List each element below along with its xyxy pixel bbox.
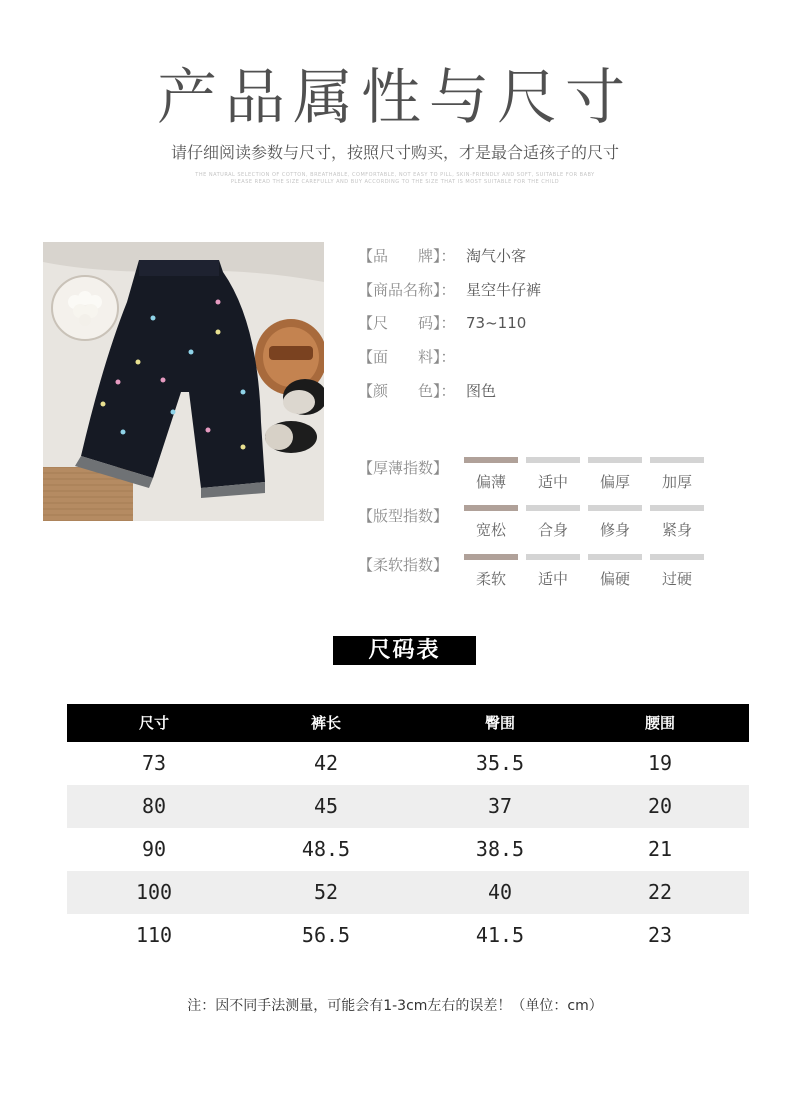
header-cell: 尺寸 xyxy=(138,714,169,732)
page-subtitle: 请仔细阅读参数与尺寸，按照尺寸购买，才是最合适孩子的尺寸 xyxy=(170,143,619,162)
index-option xyxy=(526,457,580,492)
index-option xyxy=(588,554,642,589)
attr-key: 【尺 码】： xyxy=(358,314,456,332)
index-bar xyxy=(464,457,518,463)
index-bar xyxy=(464,505,518,511)
index-option xyxy=(464,505,518,540)
table-cell: 41.5 xyxy=(475,923,525,947)
attr-key: 【面 料】： xyxy=(358,348,456,366)
index-option xyxy=(464,457,518,492)
table-cell: 45 xyxy=(313,794,339,818)
index-bar xyxy=(526,457,580,463)
index-option xyxy=(464,554,518,589)
table-row xyxy=(67,785,749,828)
size-table xyxy=(67,704,749,957)
index-option xyxy=(588,505,642,540)
index-bar xyxy=(650,554,704,560)
index-option-label: 适中 xyxy=(537,570,568,588)
table-cell: 38.5 xyxy=(475,837,525,861)
table-cell: 19 xyxy=(647,751,673,775)
measurement-note: 注：因不同手法测量，可能会有1-3cm左右的误差！（单位：cm） xyxy=(187,998,603,1014)
size-chart-title: 尺码表 xyxy=(333,636,476,665)
header-cell: 臀围 xyxy=(484,714,515,732)
index-bar xyxy=(650,505,704,511)
index-bar xyxy=(588,457,642,463)
header-cell: 腰围 xyxy=(644,714,675,732)
header-cell: 裤长 xyxy=(310,714,341,732)
product-photo xyxy=(43,242,324,521)
index-option-label: 偏薄 xyxy=(475,473,506,491)
index-option xyxy=(526,554,580,589)
index-option-label: 过硬 xyxy=(661,570,692,588)
attr-value: 73~110 xyxy=(466,314,527,332)
table-cell: 23 xyxy=(647,923,673,947)
index-option-label: 宽松 xyxy=(475,521,506,539)
table-row xyxy=(67,828,749,871)
index-label: 【版型指数】 xyxy=(358,507,449,525)
index-option-label: 柔软 xyxy=(475,570,506,588)
attr-size xyxy=(358,312,526,342)
index-bar xyxy=(588,505,642,511)
index-option xyxy=(650,457,704,492)
table-row xyxy=(67,742,749,785)
index-option-label: 偏硬 xyxy=(599,570,630,588)
table-cell: 80 xyxy=(141,794,167,818)
table-cell: 21 xyxy=(647,837,673,861)
attr-key: 【颜 色】： xyxy=(358,382,456,400)
index-label: 【厚薄指数】 xyxy=(358,459,449,477)
table-cell: 22 xyxy=(647,880,673,904)
table-row xyxy=(67,871,749,914)
attr-key: 【商品名称】： xyxy=(358,281,456,299)
index-bar xyxy=(526,554,580,560)
attr-color xyxy=(358,380,496,410)
index-option xyxy=(588,457,642,492)
table-row xyxy=(67,914,749,957)
index-option-label: 修身 xyxy=(599,521,630,539)
index-label: 【柔软指数】 xyxy=(358,556,449,574)
index-option xyxy=(650,554,704,589)
index-option-label: 偏厚 xyxy=(599,473,630,491)
index-option-label: 加厚 xyxy=(661,473,692,491)
table-cell: 56.5 xyxy=(301,923,351,947)
table-cell: 110 xyxy=(135,923,173,947)
page-title: 产品属性与尺寸 xyxy=(157,63,633,133)
table-cell: 37 xyxy=(487,794,513,818)
index-bar xyxy=(526,505,580,511)
table-cell: 52 xyxy=(313,880,339,904)
index-bar xyxy=(464,554,518,560)
table-cell: 100 xyxy=(135,880,173,904)
index-option-label: 合身 xyxy=(537,521,568,539)
index-option xyxy=(526,505,580,540)
attr-value: 淘气小客 xyxy=(466,247,527,265)
attr-value: 星空牛仔裤 xyxy=(466,281,542,299)
attr-product-name xyxy=(358,279,541,309)
index-option-label: 紧身 xyxy=(661,521,692,539)
attr-brand xyxy=(358,245,526,275)
fine-print-line-2: PLEASE READ THE SIZE CAREFULLY AND BUY ACCORDING TO THE SIZE THAT IS MOST SUITABLE FOR THE CHILD xyxy=(230,179,560,185)
index-option xyxy=(650,505,704,540)
attr-key: 【品 牌】： xyxy=(358,247,456,265)
table-cell: 48.5 xyxy=(301,837,351,861)
table-cell: 73 xyxy=(141,751,167,775)
table-cell: 42 xyxy=(313,751,339,775)
table-cell: 20 xyxy=(647,794,673,818)
fine-print-line-1: THE NATURAL SELECTION OF COTTON, BREATHABLE, COMFORTABLE, NOT EASY TO PILL, SKIN-FRIENDLY AND SOFT, SUITABLE FOR BABY xyxy=(195,172,595,178)
index-option-label: 适中 xyxy=(537,473,568,491)
table-cell: 35.5 xyxy=(475,751,525,775)
table-cell: 90 xyxy=(141,837,167,861)
attr-value: 图色 xyxy=(466,382,497,400)
index-bar xyxy=(650,457,704,463)
attr-fabric xyxy=(358,346,466,376)
index-bar xyxy=(588,554,642,560)
table-cell: 40 xyxy=(487,880,513,904)
table-header xyxy=(67,704,749,742)
